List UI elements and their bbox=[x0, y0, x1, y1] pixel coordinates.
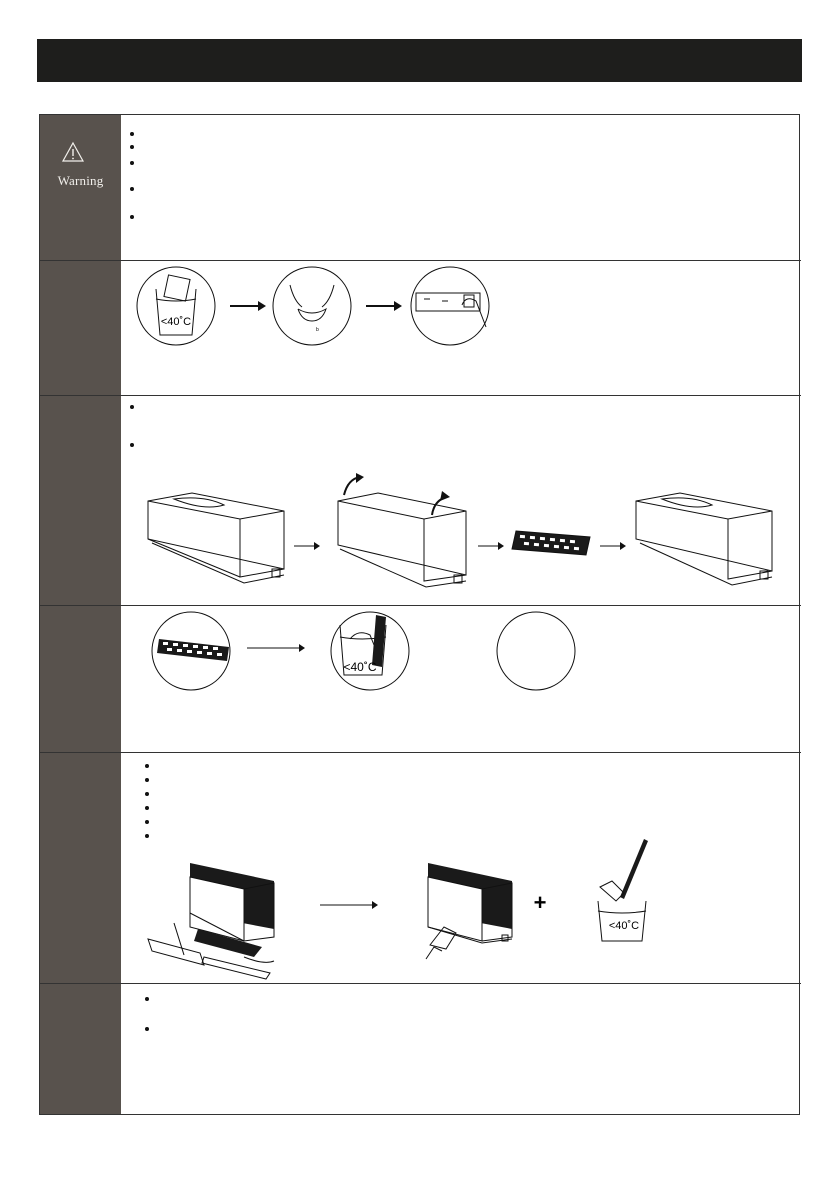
bullet bbox=[145, 834, 149, 838]
bullet bbox=[130, 215, 134, 219]
open-panel-illustration bbox=[334, 471, 470, 603]
filter-mesh-illustration bbox=[510, 529, 592, 557]
brush-basin-illustration bbox=[592, 837, 658, 947]
indoor-unit-closed-illustration bbox=[632, 491, 776, 591]
indoor-unit-illustration bbox=[144, 491, 288, 589]
bullet bbox=[130, 145, 134, 149]
plus-icon bbox=[528, 891, 552, 915]
bullet bbox=[145, 806, 149, 810]
bullet bbox=[145, 997, 149, 1001]
arrow-icon bbox=[366, 301, 402, 311]
bullet bbox=[130, 132, 134, 136]
arrow-icon bbox=[478, 542, 504, 550]
warning-label: Warning bbox=[57, 173, 104, 188]
row-divider bbox=[40, 752, 801, 753]
empty-circle-illustration bbox=[496, 611, 576, 691]
sidebar-column bbox=[40, 115, 121, 1114]
row-divider bbox=[40, 605, 801, 606]
row-divider bbox=[40, 983, 801, 984]
bullet bbox=[130, 443, 134, 447]
filter-circle-illustration bbox=[151, 611, 231, 691]
arrow-icon bbox=[294, 542, 320, 550]
basin-illustration bbox=[136, 265, 216, 347]
bullet bbox=[130, 187, 134, 191]
row-divider bbox=[40, 395, 801, 396]
maintenance-table bbox=[39, 114, 800, 1115]
arrow-icon bbox=[600, 542, 626, 550]
wring-cloth-illustration bbox=[272, 265, 352, 347]
bullet bbox=[145, 820, 149, 824]
water-temp-label: <40˚C bbox=[608, 920, 640, 932]
arrow-icon bbox=[320, 901, 378, 909]
water-temp-label: <40˚C bbox=[160, 316, 192, 328]
bullet bbox=[130, 161, 134, 165]
unit-wipe-illustration bbox=[422, 857, 518, 961]
bullet bbox=[130, 405, 134, 409]
plus-sign: + bbox=[533, 890, 547, 915]
filter-wash-illustration bbox=[330, 611, 410, 691]
bullet bbox=[145, 778, 149, 782]
bullet bbox=[145, 1027, 149, 1031]
water-temp-label: <40˚C bbox=[343, 660, 377, 674]
unit-disassembly-illustration bbox=[144, 857, 278, 981]
row-divider bbox=[40, 260, 801, 261]
bullet bbox=[145, 792, 149, 796]
warning-triangle-icon bbox=[61, 141, 85, 163]
small-mark: b bbox=[316, 327, 319, 333]
arrow-icon bbox=[230, 301, 266, 311]
bullet bbox=[145, 764, 149, 768]
header-bar bbox=[37, 39, 802, 82]
arrow-icon bbox=[247, 644, 305, 652]
wipe-panel-illustration bbox=[410, 265, 490, 347]
